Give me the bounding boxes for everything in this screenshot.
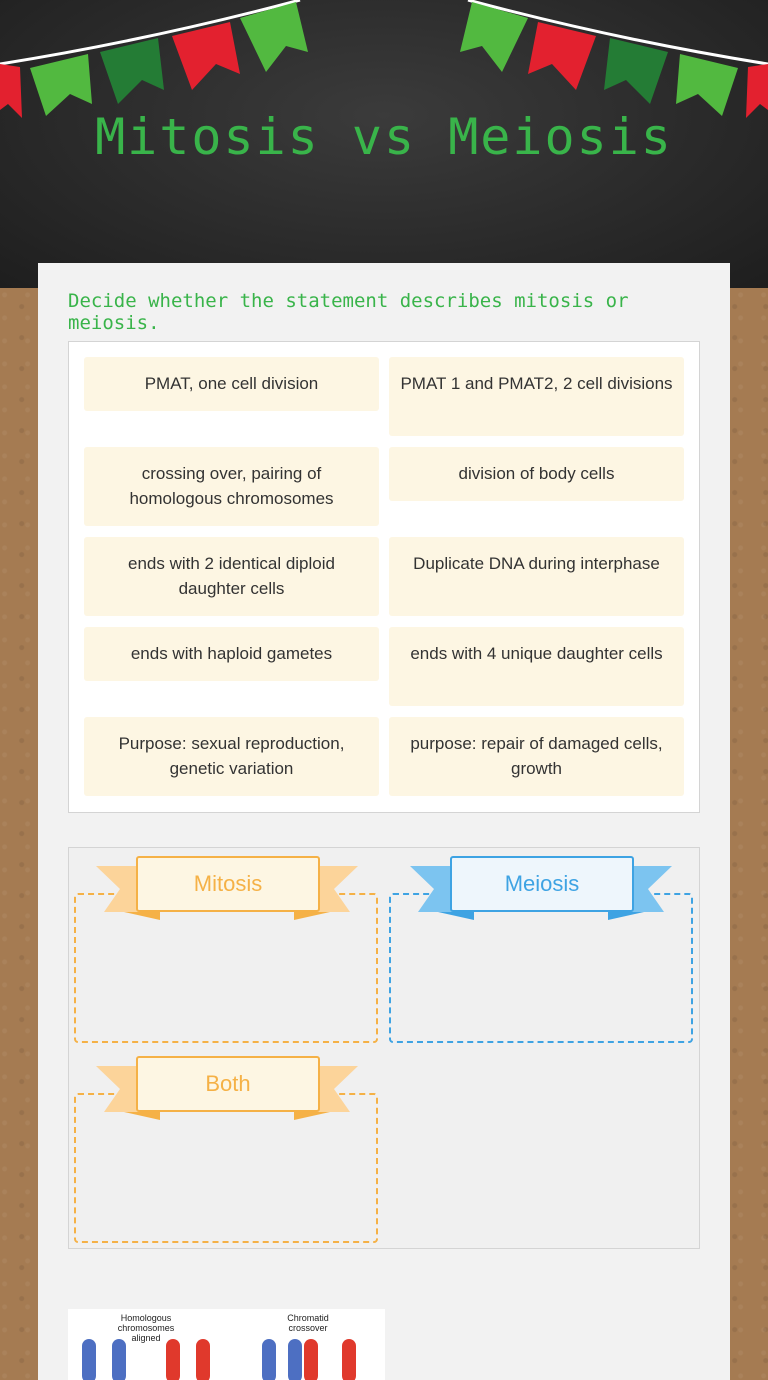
draggable-statement-tile[interactable]: PMAT 1 and PMAT2, 2 cell divisions: [389, 357, 684, 436]
statement-bank: [68, 341, 700, 813]
diagram-caption-aligned: Homologous chromosomes aligned: [117, 1313, 175, 1343]
instruction-text: Decide whether the statement describes mitosis or meiosis.: [68, 290, 700, 347]
draggable-statement-tile[interactable]: crossing over, pairing of homologous chromosomes: [84, 447, 379, 526]
draggable-statement-tile[interactable]: purpose: repair of damaged cells, growth: [389, 717, 684, 796]
category-label-meiosis: Meiosis: [450, 856, 634, 912]
draggable-statement-tile[interactable]: Purpose: sexual reproduction, genetic variation: [84, 717, 379, 796]
draggable-statement-tile[interactable]: ends with haploid gametes: [84, 627, 379, 681]
worksheet-card: [38, 263, 730, 1380]
page-title: Mitosis vs Meiosis: [95, 108, 673, 166]
chromosome-diagram: [68, 1309, 385, 1380]
draggable-statement-tile[interactable]: Duplicate DNA during interphase: [389, 537, 684, 616]
category-ribbon-both: [96, 1056, 358, 1122]
draggable-statement-tile[interactable]: ends with 4 unique daughter cells: [389, 627, 684, 706]
category-ribbon-meiosis: [410, 856, 672, 922]
diagram-caption-crossover: Chromatid crossover: [287, 1313, 329, 1333]
category-ribbon-mitosis: [96, 856, 358, 922]
category-label-mitosis: Mitosis: [136, 856, 320, 912]
chalkboard-header: [0, 0, 768, 288]
chromosome-illustration: [68, 1309, 385, 1380]
sorting-area: [68, 847, 700, 1249]
draggable-statement-tile[interactable]: PMAT, one cell division: [84, 357, 379, 411]
draggable-statement-tile[interactable]: division of body cells: [389, 447, 684, 501]
draggable-statement-tile[interactable]: ends with 2 identical diploid daughter cells: [84, 537, 379, 616]
category-label-both: Both: [136, 1056, 320, 1112]
